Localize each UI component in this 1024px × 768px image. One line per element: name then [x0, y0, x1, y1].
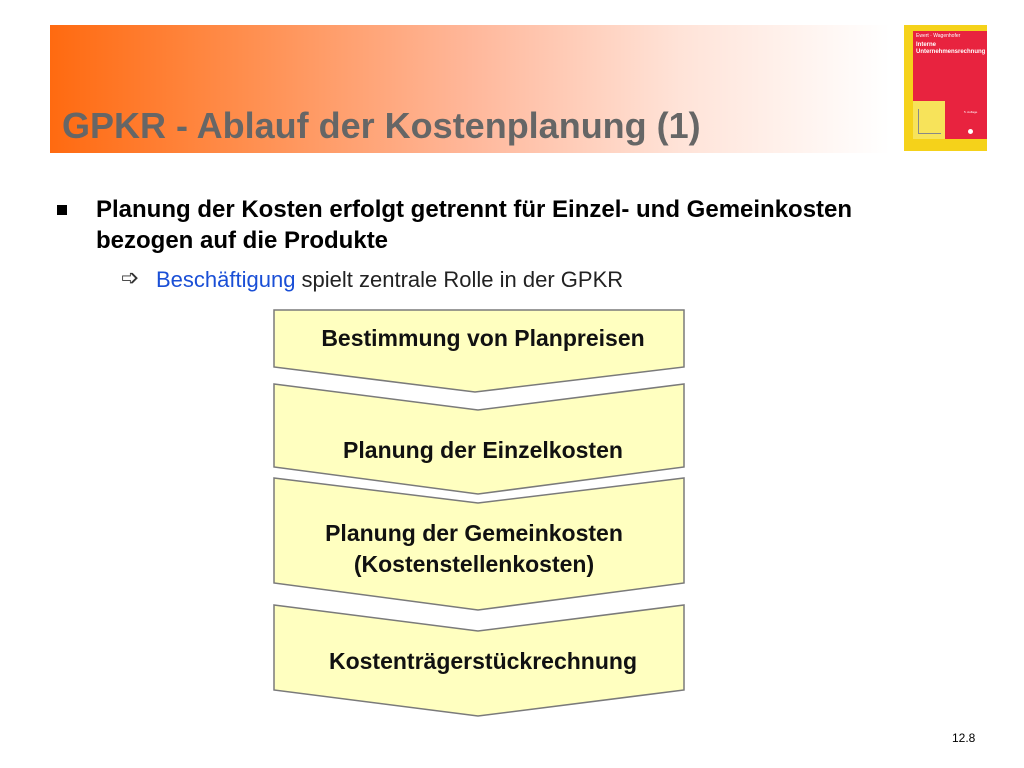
flow-step-label-4: Kostenträgerstückrechnung: [328, 648, 638, 674]
main-bullet-text: Planung der Kosten erfolgt getrennt für Einzel- und Gemeinkosten bezogen auf die Produkte: [96, 196, 853, 254]
book-title-line1: Interne: [916, 42, 937, 48]
slide-title: GPKR - Ablauf der Kostenplanung (1): [62, 105, 701, 146]
flow-step-label-2: Planung der Einzelkosten: [343, 437, 623, 463]
flow-step-label-3b: (Kostenstellenkosten): [353, 551, 595, 577]
flow-step-label-1: Bestimmung von Planpreisen: [321, 325, 645, 351]
book-title-line2: Unternehmensrechnung: [916, 49, 986, 55]
page-number: 12.8: [952, 731, 976, 745]
book-edition: 5. Auflage: [964, 110, 978, 114]
flow-step-shape-1: [274, 310, 684, 392]
sub-bullet-rest: spielt zentrale Rolle in der GPKR: [295, 267, 624, 292]
arrow-bullet-icon: ➩: [121, 266, 140, 291]
sub-bullet-highlight: Beschäftigung: [156, 267, 296, 292]
book-authors: Ewert · Wagenhofer: [916, 33, 961, 39]
flow-step-label-3a: Planung der Gemeinkosten: [325, 520, 623, 546]
